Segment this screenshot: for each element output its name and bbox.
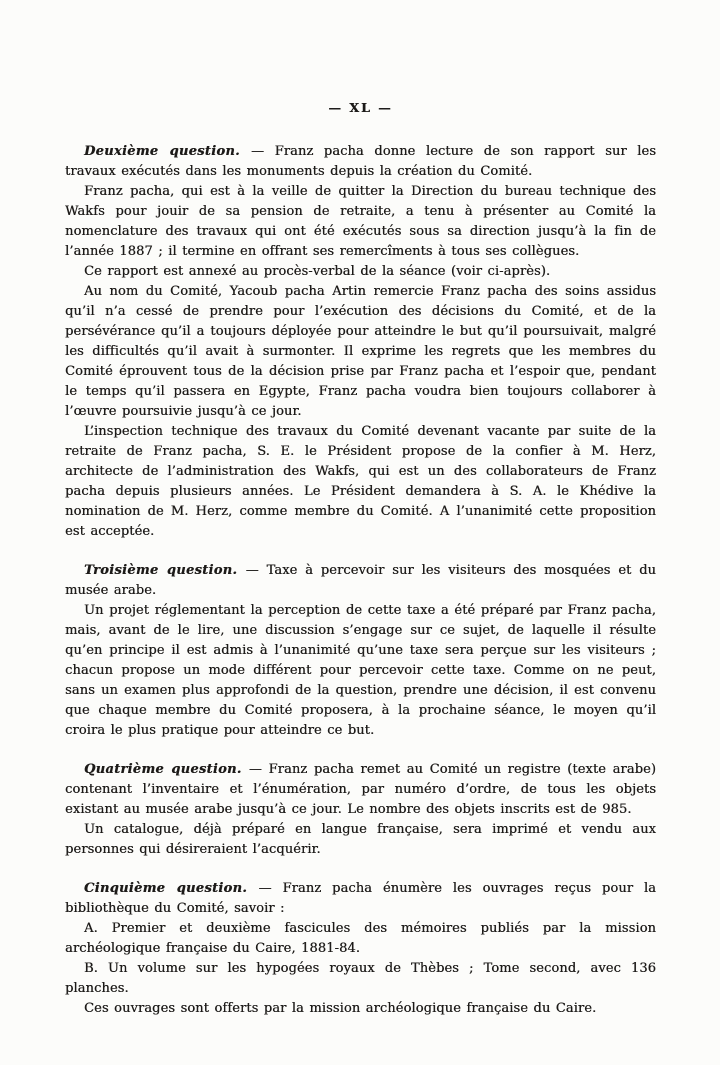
paragraph-cinquieme-question [65, 879, 656, 919]
paragraph-text: Au nom du Comité, Yacoub pacha Artin remercie Franz pacha des soins assidus qu’il n’a cessé de prendre pour l’exécution des décisions du Comité, et de la persévérance qu’il a toujours déployée pour atteindre le but qu’il poursuivait, malgré les difficultés qu’il avait à surmonter. Il exprime les regrets que les membres du Comité éprouvent tous de la décision prise par Franz pacha et l’espoir que, pendant le temps qu’il passera en Egypte, Franz pacha voudra bien toujours collaborer à l’œuvre poursuivie jusqu’à ce jour. [65, 284, 656, 419]
paragraph-text: Un catalogue, déjà préparé en langue française, sera imprimé et vendu aux personnes qui désireraient l’acquérir. [65, 822, 656, 857]
section-lead-deuxieme-question: Deuxième question. [84, 144, 240, 159]
paragraph-troisieme-question [65, 561, 656, 601]
paragraph-item-a [65, 919, 656, 959]
page-number-header: — XL — [328, 100, 393, 115]
paragraph [65, 999, 656, 1019]
paragraph-text: Un projet réglementant la perception de cette taxe a été préparé par Franz pacha, mais, avant de le lire, une discussion s’engage sur ce sujet, de laquelle il résulte qu’en principe il est admis à l’unanimité qu’une taxe sera perçue sur les visiteurs ; chacun propose un mode différent pour percevoir cette taxe. Comme on ne peut, sans un examen plus approfondi de la question, prendre une décision, il est convenu que chaque membre du Comité proposera, à la prochaine séance, le moyen qu’il croira le plus pratique pour atteindre ce but. [65, 603, 656, 738]
paragraph-text: A. Premier et deuxième fascicules des mémoires publiés par la mission archéologique française du Caire, 1881-84. [65, 921, 656, 956]
section-lead-cinquieme-question: Cinquième question. [84, 881, 248, 896]
document-body [65, 142, 656, 1019]
paragraph [65, 282, 656, 422]
paragraph [65, 262, 656, 282]
paragraph-text: — Franz pacha remet au Comité un registre (texte arabe) contenant l’inventaire et l’énumération, par numéro d’ordre, de tous les objets existant au musée arabe jusqu’à ce jour. Le nombre des objets inscrits est de 985. [65, 762, 656, 817]
paragraph-text: Franz pacha, qui est à la veille de quitter la Direction du bureau technique des Wakfs pour jouir de sa pension de retraite, a tenu à présenter au Comité la nomenclature des travaux qui ont été exécutés sous sa direction jusqu’à la fin de l’année 1887 ; il termine en offrant ses remercîments à tous ses collègues. [65, 184, 656, 259]
paragraph-text: Ce rapport est annexé au procès-verbal de la séance (voir ci-après). [84, 264, 551, 279]
paragraph [65, 601, 656, 741]
paragraph-text: L’inspection technique des travaux du Comité devenant vacante par suite de la retraite de Franz pacha, S. E. le Président propose de la confier à M. Herz, architecte de l’administration des Wakfs, qui est un des collaborateurs de Franz pacha depuis plusieurs années. Le Président demandera à S. A. le Khédive la nomination de M. Herz, comme membre du Comité. A l’unanimité cette proposition est acceptée. [65, 424, 656, 539]
paragraph [65, 820, 656, 860]
paragraph-text: — Franz pacha énumère les ouvrages reçus pour la bibliothèque du Comité, savoir : [65, 881, 656, 916]
paragraph-item-b [65, 959, 656, 999]
paragraph-text: Ces ouvrages sont offerts par la mission archéologique française du Caire. [84, 1001, 597, 1016]
paragraph-deuxieme-question [65, 142, 656, 182]
paragraph [65, 182, 656, 262]
paragraph-text: B. Un volume sur les hypogées royaux de Thèbes ; Tome second, avec 136 planches. [65, 961, 656, 996]
paragraph-quatrieme-question [65, 760, 656, 820]
paragraph-text: — Franz pacha donne lecture de son rapport sur les travaux exécutés dans les monuments depuis la création du Comité. [65, 144, 656, 179]
paragraph-text: — Taxe à percevoir sur les visiteurs des mosquées et du musée arabe. [65, 563, 657, 598]
paragraph [65, 422, 656, 542]
section-lead-quatrieme-question: Quatrième question. [84, 762, 242, 777]
section-lead-troisieme-question: Troisième question. [84, 563, 238, 578]
